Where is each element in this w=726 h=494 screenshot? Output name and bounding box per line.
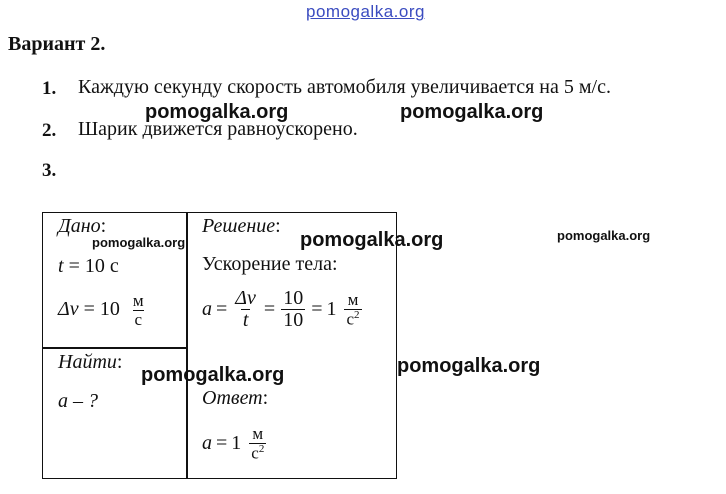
watermark: pomogalka.org bbox=[400, 101, 544, 123]
watermark-top-link[interactable]: pomogalka.org bbox=[306, 2, 425, 21]
watermark: pomogalka.org bbox=[557, 228, 651, 243]
watermark: pomogalka.org bbox=[300, 229, 444, 251]
item-number-3: 3. bbox=[42, 160, 57, 181]
item-text-2: Шарик движется равноускорено. bbox=[78, 118, 358, 140]
item-number-1: 1. bbox=[42, 78, 57, 99]
solution-line: Ускорение тела: bbox=[202, 253, 338, 275]
given-label: Дано: bbox=[58, 215, 107, 237]
answer-formula: a = 1 $\frac{м}{с^2}$ bbox=[202, 424, 265, 463]
unit-fraction-mps2: $\frac{м}{с^2}$ bbox=[346, 289, 360, 329]
solution-label: Решение: bbox=[202, 215, 281, 237]
item-number-2: 2. bbox=[42, 120, 57, 141]
table-divider-vertical bbox=[186, 212, 188, 479]
watermark: pomogalka.org bbox=[92, 235, 186, 250]
item-text-1: Каждую секунду скорость автомобиля увеличивается на 5 м/с. bbox=[78, 76, 611, 98]
watermark: pomogalka.org bbox=[141, 364, 285, 386]
table-divider-horizontal bbox=[42, 347, 187, 349]
answer-label: Ответ: bbox=[202, 387, 269, 409]
acceleration-formula: a = $\frac{\Delta v}{t}$ = $\frac{10}{10}$ = 1 $\frac{м}{с^2}$ bbox=[202, 287, 360, 331]
fraction-10-10: $\frac{10}{10}$ bbox=[283, 287, 304, 331]
unit-fraction-mps: $\frac{м}{с}$ bbox=[132, 291, 144, 329]
find-expression: a – ? bbox=[58, 390, 98, 412]
watermark: pomogalka.org bbox=[145, 101, 289, 123]
given-velocity: Δv = 10 $\frac{м}{с}$ bbox=[58, 291, 144, 329]
fraction-dv-t: $\frac{\Delta v}{t}$ bbox=[235, 287, 256, 331]
watermark: pomogalka.org bbox=[397, 355, 541, 377]
find-label: Найти: bbox=[58, 351, 123, 373]
answer-unit-fraction: $\frac{м}{с^2}$ bbox=[251, 424, 265, 463]
variant-heading: Вариант 2. bbox=[8, 33, 106, 55]
given-time: t = 10 с bbox=[58, 255, 119, 277]
